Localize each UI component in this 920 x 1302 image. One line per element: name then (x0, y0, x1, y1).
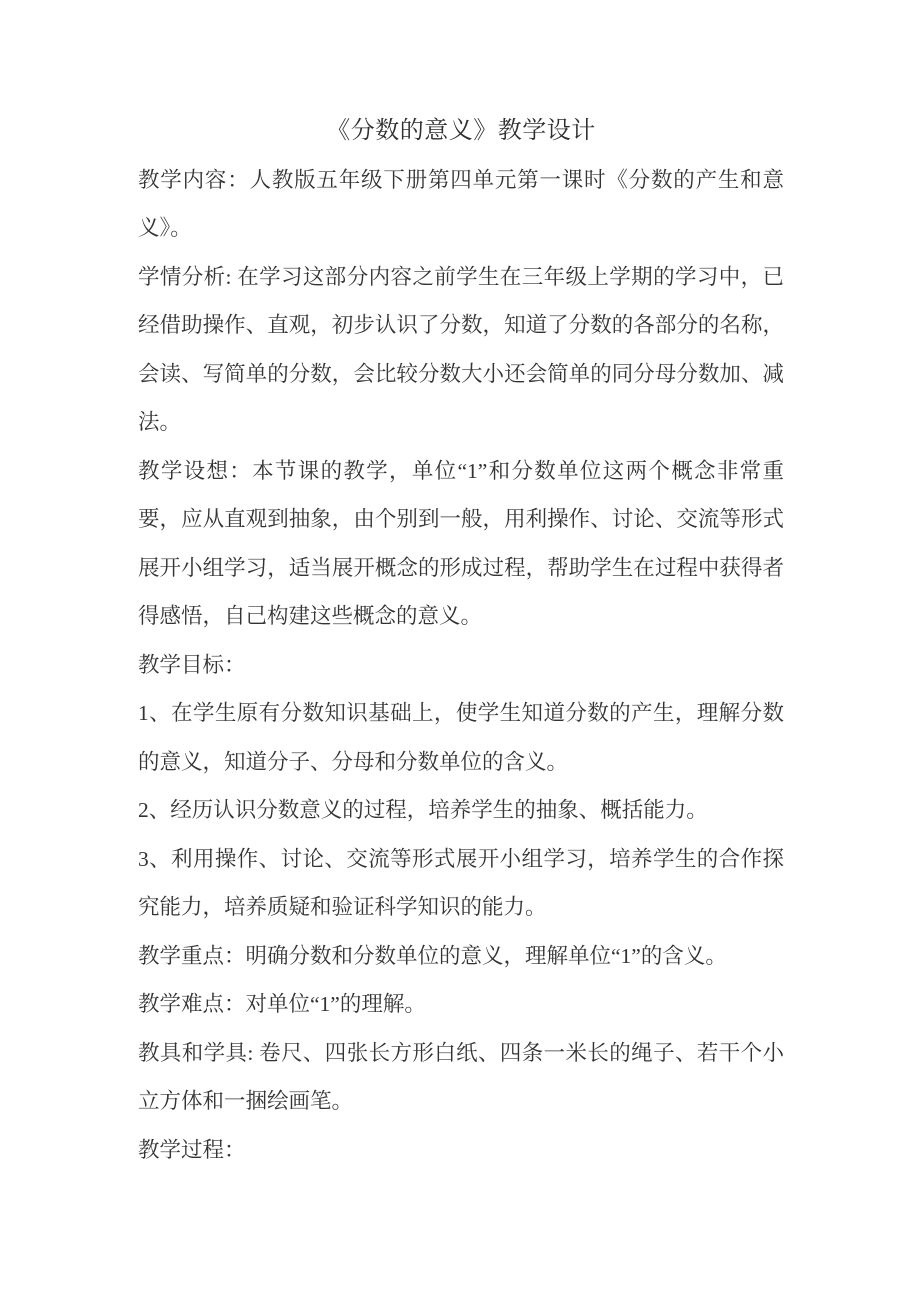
paragraph-goal-3: 3、利用操作、讨论、交流等形式展开小组学习，培养学生的合作探究能力，培养质疑和验证科学知识的能力。 (138, 846, 784, 919)
paragraph-teaching-difficulty: 教学难点：对单位“1”的理解。 (138, 992, 426, 1016)
paragraph-teaching-goals-heading: 教学目标： (138, 652, 246, 677)
document-title: 《分数的意义》教学设计 (326, 118, 596, 144)
document-body (138, 107, 784, 1174)
paragraph-goal-2: 2、经历认识分数意义的过程，培养学生的抽象、概括能力。 (138, 798, 708, 822)
paragraph-teaching-key-point: 教学重点：明确分数和分数单位的意义，理解单位“1”的含义。 (138, 943, 727, 968)
paragraph-teaching-concept: 教学设想：本节课的教学，单位“1”和分数单位这两个概念非常重要，应从直观到抽象，由个别到一般，用利操作、讨论、交流等形式展开小组学习，适当展开概念的形成过程，帮助学生在过程中获得者得感悟，自己构建这些概念的意义。 (138, 458, 784, 628)
paragraph-goal-1: 1、在学生原有分数知识基础上，使学生知道分数的产生，理解分数的意义，知道分子、分母和分数单位的含义。 (138, 701, 784, 774)
paragraph-learner-analysis: 学情分析: 在学习这部分内容之前学生在三年级上学期的学习中，已经借助操作、直观，初步认识了分数，知道了分数的各部分的名称，会读、写简单的分数，会比较分数大小还会简单的同分母分数加、减法。 (138, 264, 784, 434)
paragraph-teaching-process-heading: 教学过程： (138, 1137, 246, 1162)
paragraph-teaching-aids: 教具和学具: 卷尺、四张长方形白纸、四条一米长的绳子、若干个小立方体和一捆绘画笔。 (138, 1040, 784, 1113)
paragraph-teaching-content: 教学内容：人教版五年级下册第四单元第一课时《分数的产生和意义》。 (138, 167, 784, 240)
